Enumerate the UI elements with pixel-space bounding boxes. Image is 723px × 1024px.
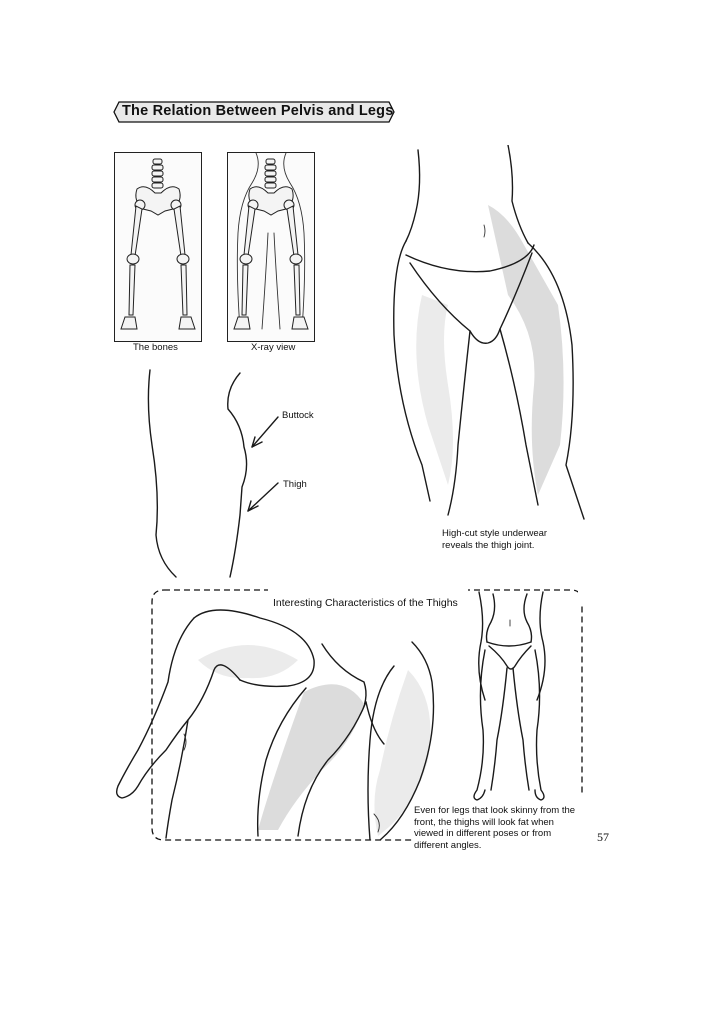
front-view-caption-line: reveals the thigh joint. [442, 539, 535, 551]
xray-panel [227, 152, 315, 342]
characteristics-caption-line: different angles. [414, 839, 482, 851]
characteristics-caption-line: Even for legs that look skinny from the [414, 805, 576, 816]
front-view-caption-line: High-cut style underwear [442, 528, 548, 539]
characteristics-title: Interesting Characteristics of the Thighs [273, 597, 458, 609]
leg-poses-illustration [108, 600, 438, 840]
standing-figure-illustration [455, 590, 567, 805]
skeleton-illustration [115, 153, 201, 341]
section-title: The Relation Between Pelvis and Legs [122, 103, 394, 119]
buttock-label: Buttock [282, 410, 314, 421]
bones-caption: The bones [133, 342, 178, 353]
characteristics-caption-line: front, the thighs will look fat when [414, 816, 554, 828]
bones-panel [114, 152, 202, 342]
thigh-label: Thigh [283, 479, 307, 490]
page-number: 57 [597, 830, 609, 844]
side-view-illustration [140, 365, 340, 580]
front-view-caption [442, 528, 547, 551]
xray-caption: X-ray view [251, 342, 296, 353]
characteristics-caption [414, 805, 575, 851]
front-view-illustration [388, 145, 598, 525]
characteristics-caption-line: viewed in different poses or from [414, 828, 552, 839]
xray-illustration [228, 153, 314, 341]
